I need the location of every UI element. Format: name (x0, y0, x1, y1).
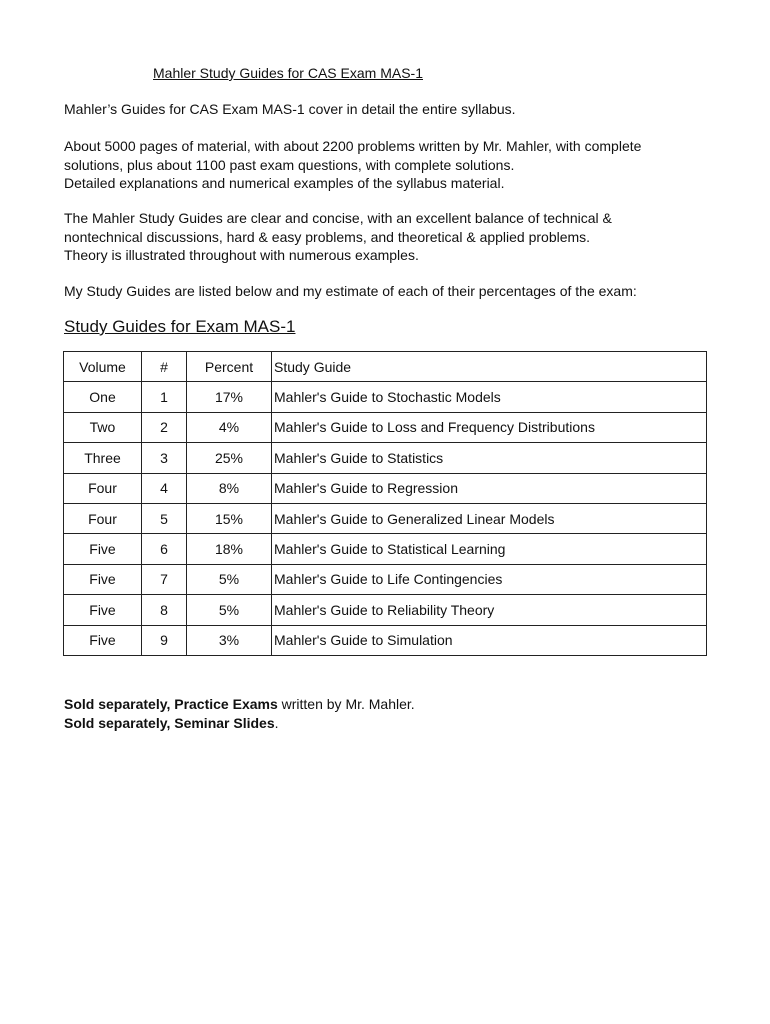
table-row (64, 382, 707, 412)
practice-exams-bold: Sold separately, Practice Exams (64, 696, 278, 712)
table-row (64, 412, 707, 442)
table-row (64, 595, 707, 625)
cell-volume: Five (64, 595, 142, 625)
table-row (64, 564, 707, 594)
intro-line: Mahler’s Guides for CAS Exam MAS-1 cover in detail the entire syllabus. (64, 101, 516, 117)
table-row (64, 503, 707, 533)
description-line-3: Theory is illustrated throughout with numerous examples. (64, 247, 419, 263)
cell-number: 5 (142, 503, 187, 533)
cell-percent: 3% (187, 625, 272, 655)
cell-percent: 17% (187, 382, 272, 412)
document-title: Mahler Study Guides for CAS Exam MAS-1 (153, 65, 423, 81)
intro-paragraph (64, 100, 516, 119)
cell-study-guide: Mahler's Guide to Statistical Learning (272, 534, 707, 564)
header-study-guide: Study Guide (272, 352, 707, 382)
table-header-row (64, 352, 707, 382)
practice-exams-rest: written by Mr. Mahler. (277, 696, 415, 712)
cell-volume: Four (64, 473, 142, 503)
table-body (64, 382, 707, 656)
cell-percent: 18% (187, 534, 272, 564)
practice-exams-note (64, 695, 415, 714)
table-title: Study Guides for Exam MAS-1 (64, 317, 296, 336)
materials-line-2: solutions, plus about 1100 past exam questions, with complete solutions. (64, 156, 515, 173)
footer-notes (64, 695, 415, 733)
table-row (64, 443, 707, 473)
description-line-1: The Mahler Study Guides are clear and concise, with an excellent balance of technical & (64, 210, 612, 226)
cell-number: 9 (142, 625, 187, 655)
cell-percent: 5% (187, 564, 272, 594)
table-row (64, 534, 707, 564)
cell-volume: Four (64, 503, 142, 533)
seminar-slides-rest: . (274, 715, 279, 731)
cell-study-guide: Mahler's Guide to Regression (272, 473, 707, 503)
cell-study-guide: Mahler's Guide to Reliability Theory (272, 595, 707, 625)
seminar-slides-bold: Sold separately, Seminar Slides (64, 715, 275, 731)
cell-number: 6 (142, 534, 187, 564)
cell-number: 2 (142, 412, 187, 442)
cell-volume: Two (64, 412, 142, 442)
table-row (64, 625, 707, 655)
materials-line-1: About 5000 pages of material, with about 2200 problems written by Mr. Mahler, with complete (64, 138, 642, 154)
listing-intro-line: My Study Guides are listed below and my estimate of each of their percentages of the exam: (64, 283, 637, 299)
header-percent: Percent (187, 352, 272, 382)
cell-percent: 15% (187, 503, 272, 533)
cell-volume: Five (64, 625, 142, 655)
cell-study-guide: Mahler's Guide to Statistics (272, 443, 707, 473)
cell-percent: 4% (187, 412, 272, 442)
cell-volume: Five (64, 534, 142, 564)
study-guides-table (63, 351, 707, 656)
cell-volume: One (64, 382, 142, 412)
cell-number: 4 (142, 473, 187, 503)
cell-percent: 25% (187, 443, 272, 473)
cell-number: 3 (142, 443, 187, 473)
cell-number: 1 (142, 382, 187, 412)
cell-percent: 5% (187, 595, 272, 625)
description-line-2: nontechnical discussions, hard & easy problems, and theoretical & applied problems. (64, 228, 591, 245)
table-row (64, 473, 707, 503)
cell-number: 8 (142, 595, 187, 625)
cell-volume: Five (64, 564, 142, 594)
cell-study-guide: Mahler's Guide to Simulation (272, 625, 707, 655)
listing-intro-paragraph (64, 282, 637, 301)
cell-percent: 8% (187, 473, 272, 503)
cell-volume: Three (64, 443, 142, 473)
cell-study-guide: Mahler's Guide to Life Contingencies (272, 564, 707, 594)
cell-study-guide: Mahler's Guide to Generalized Linear Models (272, 503, 707, 533)
header-volume: Volume (64, 352, 142, 382)
materials-paragraph (64, 137, 641, 193)
seminar-slides-note (64, 714, 415, 733)
materials-line-3: Detailed explanations and numerical examples of the syllabus material. (64, 175, 505, 191)
cell-study-guide: Mahler's Guide to Loss and Frequency Distributions (272, 412, 707, 442)
cell-number: 7 (142, 564, 187, 594)
header-number: # (142, 352, 187, 382)
description-paragraph (64, 209, 612, 265)
cell-study-guide: Mahler's Guide to Stochastic Models (272, 382, 707, 412)
